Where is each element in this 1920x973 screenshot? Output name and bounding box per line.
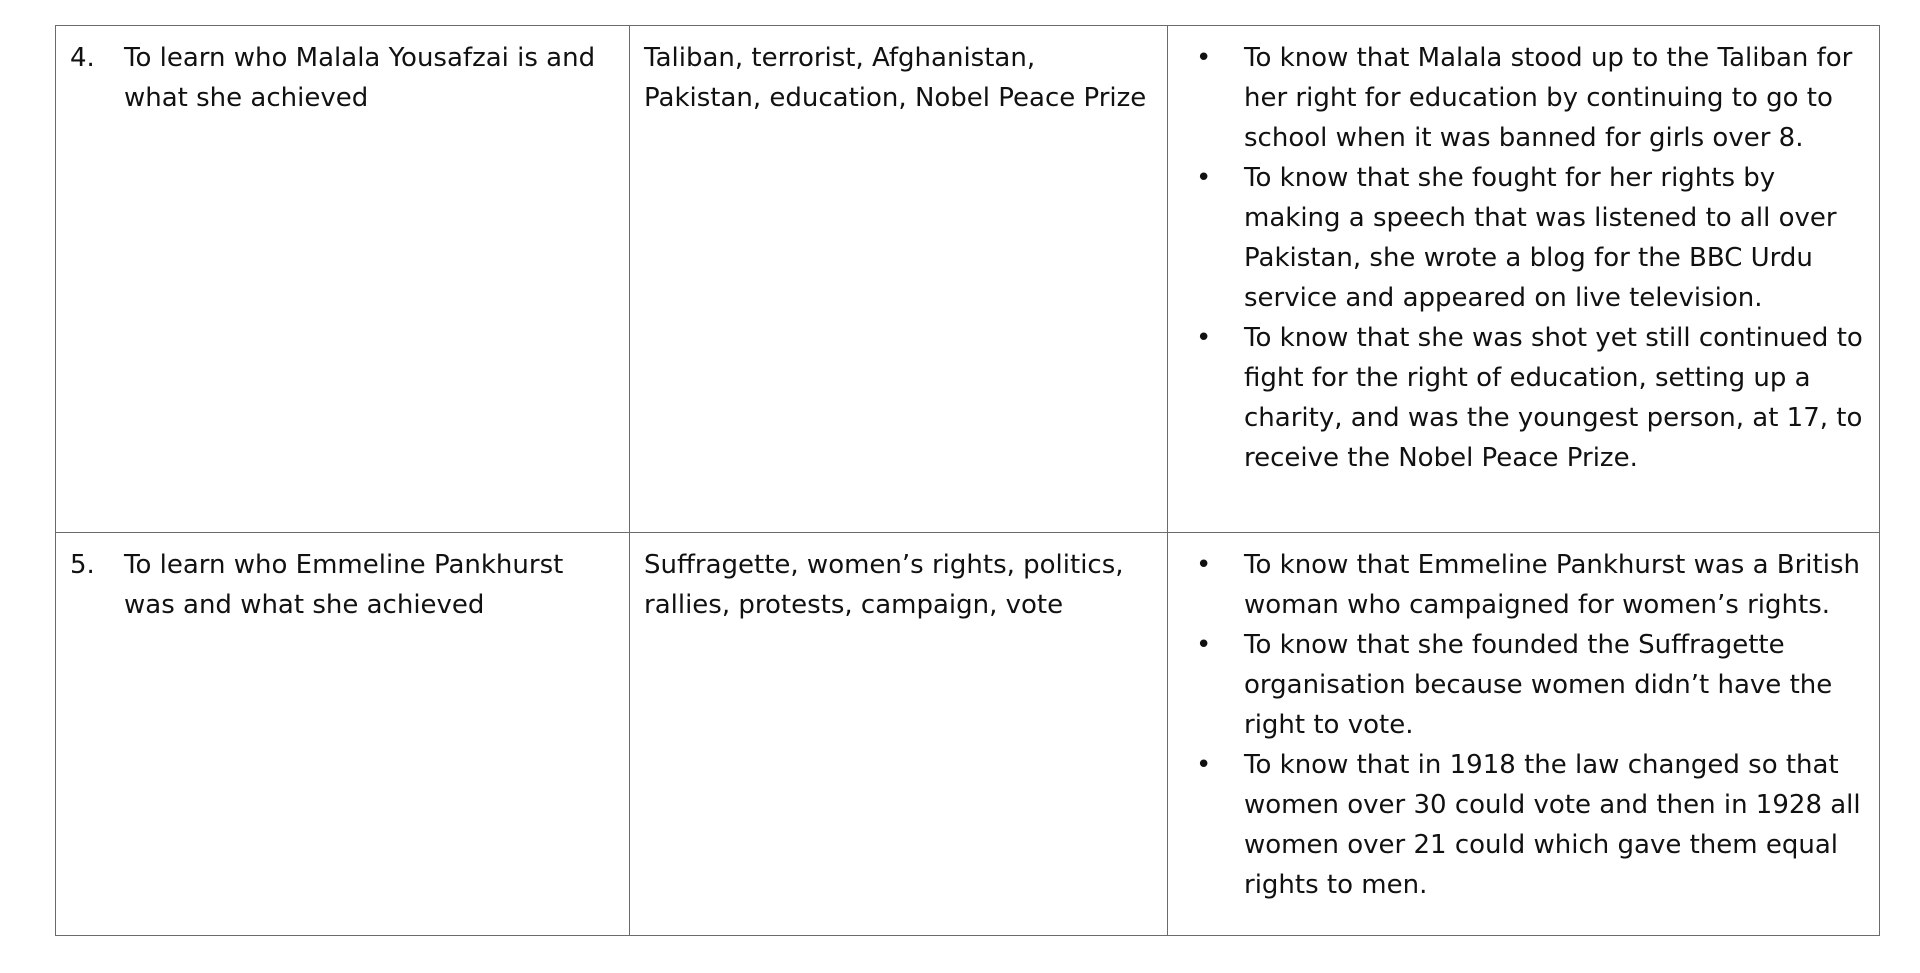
outcomes-list xyxy=(1182,38,1865,478)
objective-text: To learn who Emmeline Pankhurst was and what she achieved xyxy=(124,550,564,620)
vocabulary-text: Suffragette, women’s rights, politics, rallies, protests, campaign, vote xyxy=(644,550,1124,620)
objective-cell xyxy=(56,533,630,936)
outcomes-cell xyxy=(1168,533,1880,936)
list-item: • To know that Emmeline Pankhurst was a British woman who campaigned for women’s rights. xyxy=(1182,545,1865,625)
list-item: • To know that Malala stood up to the Taliban for her right for education by continuing to go to school when it was banned for girls over 8. xyxy=(1182,38,1865,158)
list-item: • To know that she fought for her rights by making a speech that was listened to all over Pakistan, she wrote a blog for the BBC Urdu service and appeared on live television. xyxy=(1182,158,1865,318)
objective xyxy=(70,38,615,118)
objective-text: To learn who Malala Yousafzai is and what she achieved xyxy=(124,43,596,113)
outcomes-cell xyxy=(1168,26,1880,533)
objective xyxy=(70,545,615,625)
vocabulary-cell xyxy=(630,533,1168,936)
objective-number: 5. xyxy=(70,550,95,580)
vocabulary-cell xyxy=(630,26,1168,533)
outcomes-list xyxy=(1182,545,1865,905)
objective-cell xyxy=(56,26,630,533)
table-row xyxy=(56,26,1880,533)
curriculum-table xyxy=(55,25,1880,936)
list-item: • To know that she founded the Suffragette organisation because women didn’t have the right to vote. xyxy=(1182,625,1865,745)
table-row xyxy=(56,533,1880,936)
objective-number: 4. xyxy=(70,43,95,73)
list-item: • To know that in 1918 the law changed so that women over 30 could vote and then in 1928 all women over 21 could which gave them equal rights to men. xyxy=(1182,745,1865,905)
vocabulary-text: Taliban, terrorist, Afghanistan, Pakistan, education, Nobel Peace Prize xyxy=(644,43,1147,113)
list-item: • To know that she was shot yet still continued to fight for the right of education, setting up a charity, and was the youngest person, at 17, to receive the Nobel Peace Prize. xyxy=(1182,318,1865,478)
